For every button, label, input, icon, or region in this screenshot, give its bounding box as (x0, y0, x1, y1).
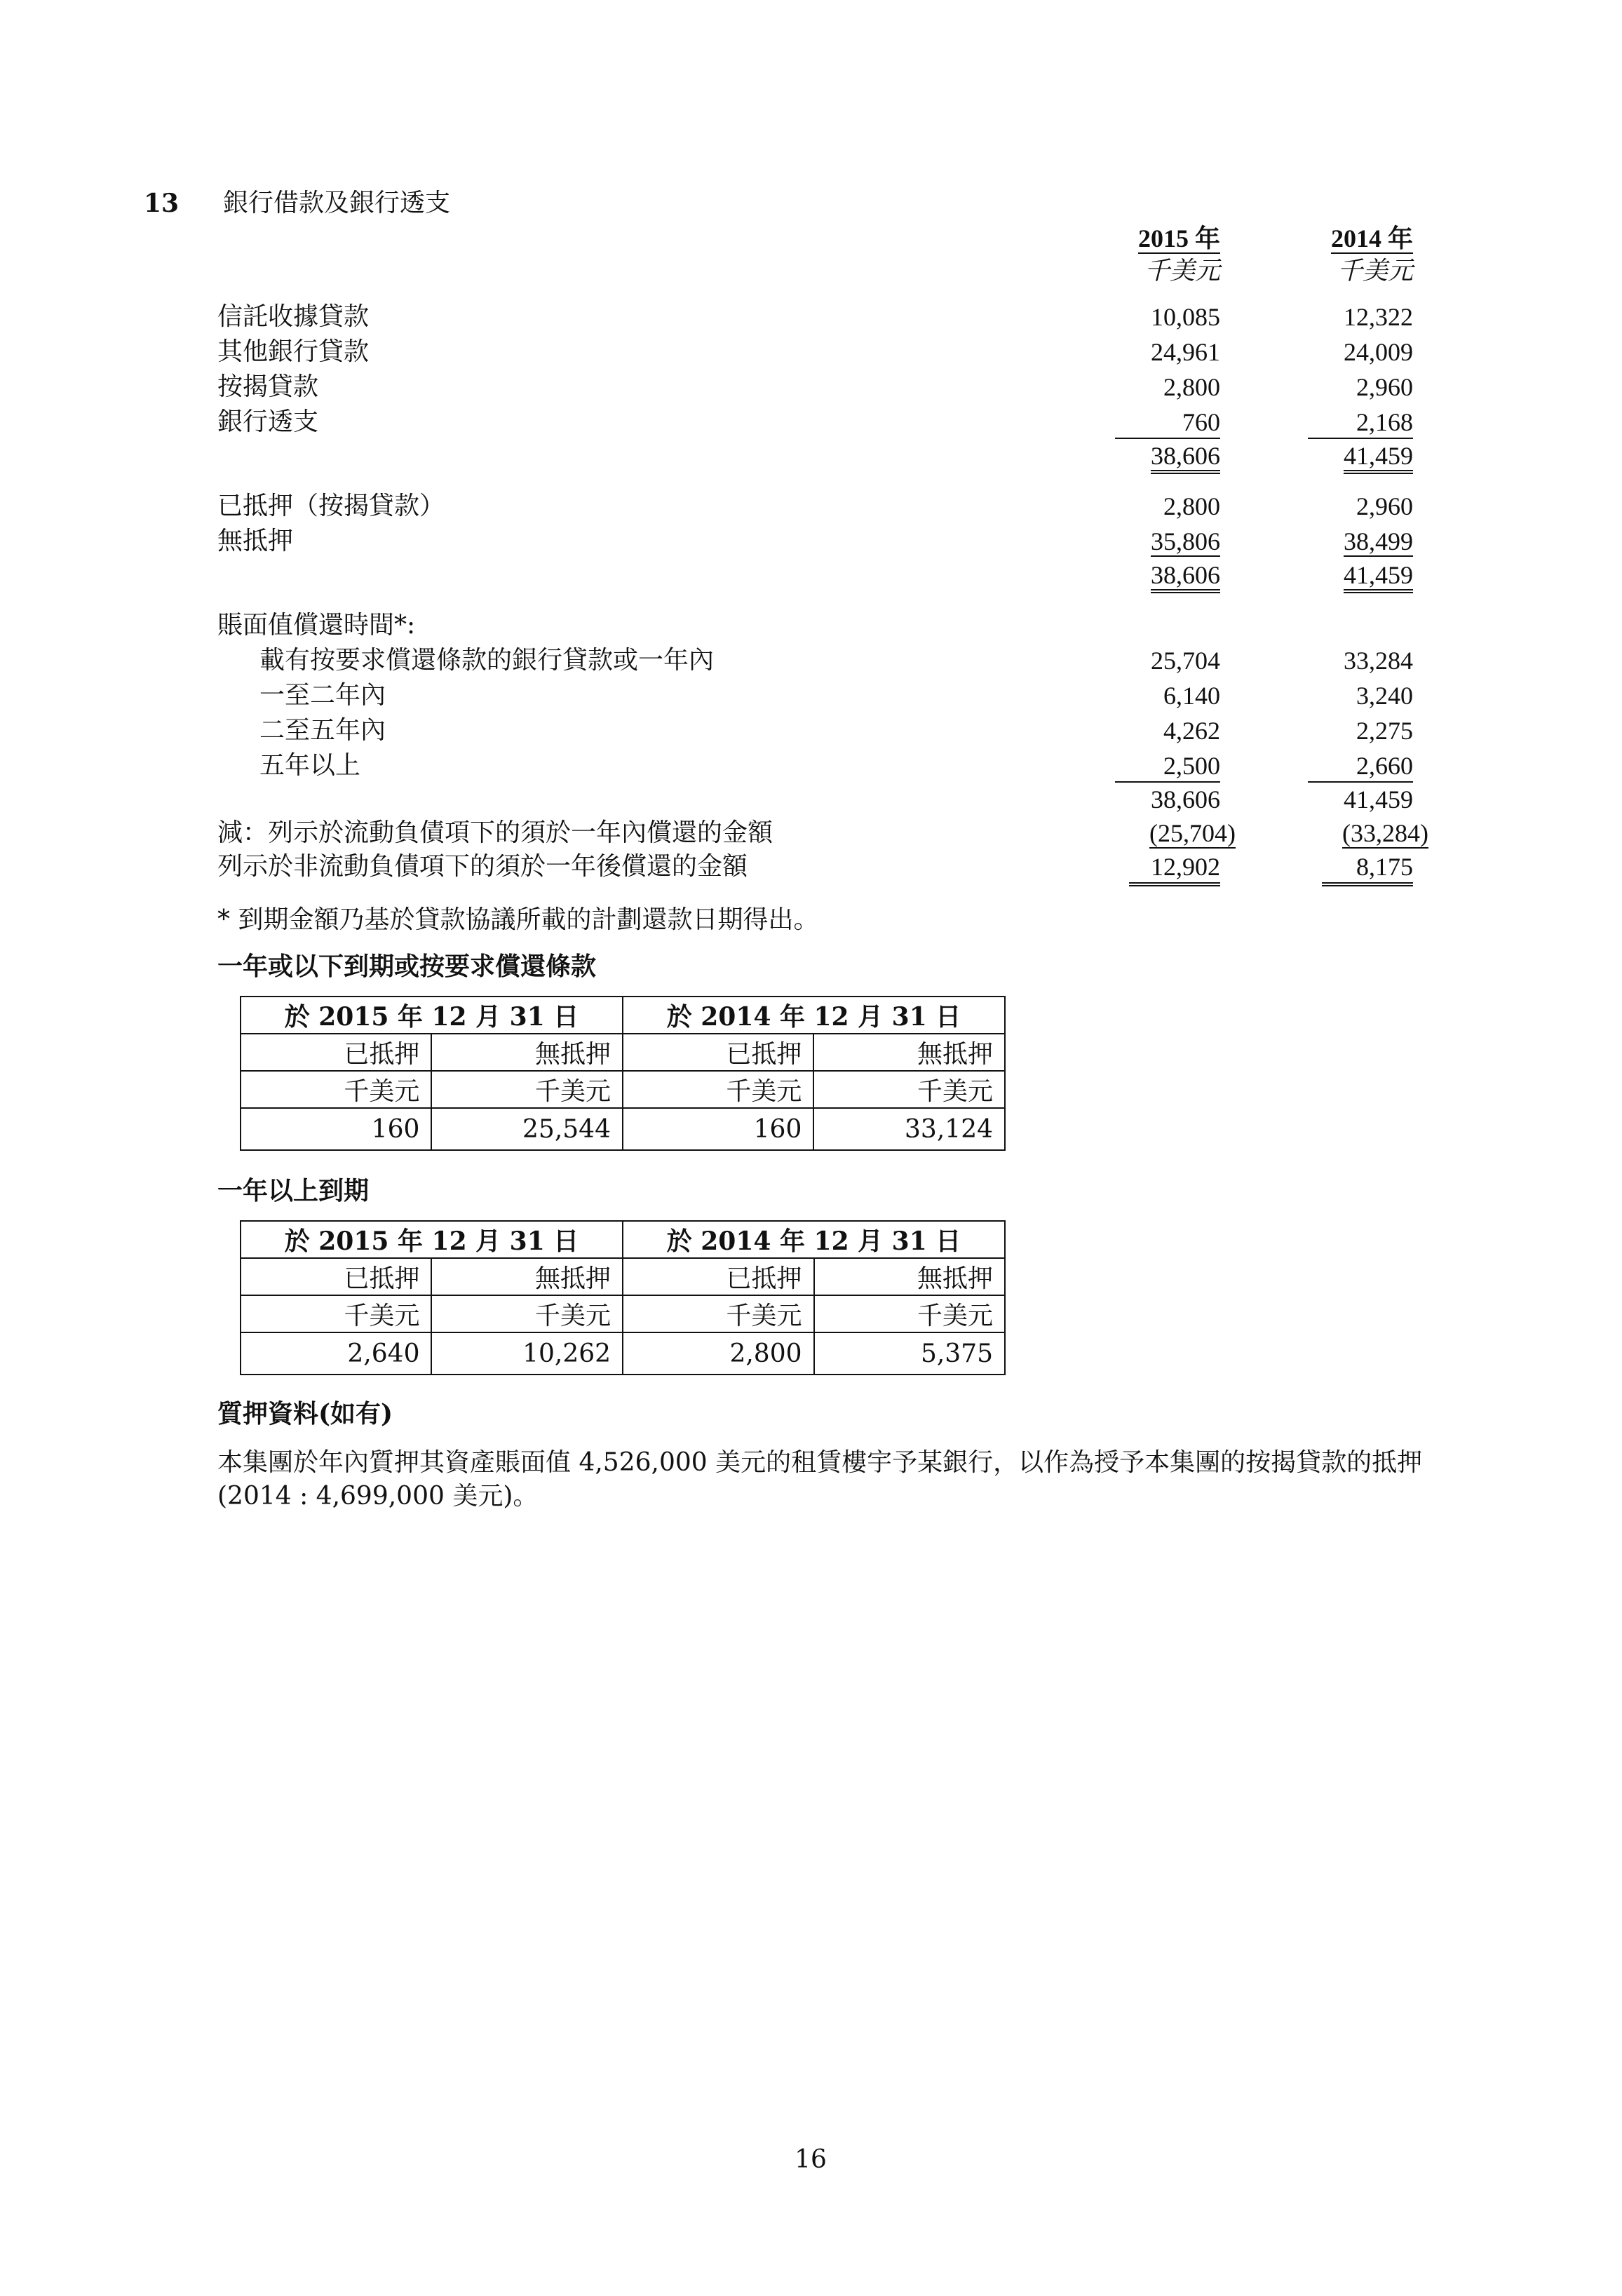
total-2014: 41,459 (1245, 560, 1413, 590)
less-current-2014: (33,284) (1342, 819, 1428, 847)
row-label: 按揭貸款 (217, 372, 319, 401)
table1-value: 33,124 (813, 1108, 1005, 1150)
repayment-value-2014: 2,660 (1245, 750, 1413, 783)
repayment-value-2015: 6,140 (1163, 682, 1220, 710)
repayment-label: 二至五年內 (259, 716, 386, 745)
row-value-2015: 24,961 (1151, 338, 1220, 366)
table2-date-2015: 於 2015 年 12 月 31 日 (241, 1221, 623, 1258)
row-value-2014: 12,322 (1344, 303, 1413, 331)
pledge-text-line1: 本集團於年內質押其資產賬面值 4,526,000 美元的租賃樓宇予某銀行，以作為授予本集團的按揭貸款的抵押 (217, 1448, 1423, 1477)
noncurrent-2015: 12,902 (1052, 851, 1220, 886)
section-number: 13 (144, 189, 180, 218)
row-label: 其他銀行貸款 (217, 337, 370, 366)
pledge-text-line2: (2014 : 4,699,000 美元)。 (217, 1482, 539, 1511)
table1-unit: 千美元 (623, 1071, 813, 1108)
secured-value-2015: 2,800 (1163, 492, 1220, 520)
repayment-value-2015: 2,500 (1052, 750, 1220, 783)
repayment-value-2015: 4,262 (1163, 717, 1220, 745)
table2-value: 10,262 (431, 1332, 623, 1375)
row-label: 信託收據貸款 (217, 302, 370, 331)
table1-value: 160 (623, 1108, 813, 1150)
total-2015: 38,606 (1052, 440, 1220, 471)
col-unit-2015: 千美元 (1144, 257, 1220, 285)
repayment-value-2014: 33,284 (1344, 647, 1413, 675)
table2-subheader: 無抵押 (814, 1258, 1006, 1295)
table2-unit: 千美元 (241, 1295, 431, 1332)
less-current-2015: (25,704) (1149, 819, 1236, 847)
total-2015: 38,606 (1052, 560, 1220, 590)
secured-label: 已抵押（按揭貸款） (217, 492, 445, 520)
table1-heading: 一年或以下到期或按要求償還條款 (217, 952, 597, 981)
table1-subheader: 無抵押 (431, 1034, 623, 1071)
col-unit-2014: 千美元 (1337, 257, 1413, 285)
row-value-2015: 2,800 (1163, 373, 1220, 401)
table2-unit: 千美元 (431, 1295, 623, 1332)
table1-subheader: 已抵押 (623, 1034, 813, 1071)
col-header-2015: 2015 年 (1137, 224, 1220, 252)
row-value-2014: 24,009 (1344, 338, 1413, 366)
secured-value-2014: 2,960 (1356, 492, 1413, 520)
table1-subheader: 無抵押 (813, 1034, 1005, 1071)
less-current-label: 減：列示於流動負債項下的須於一年內償還的金額 (217, 818, 773, 847)
table1-value: 160 (241, 1108, 431, 1150)
table1-date-2014: 於 2014 年 12 月 31 日 (623, 997, 1005, 1034)
table1-value: 25,544 (431, 1108, 623, 1150)
repayment-value-2015: 25,704 (1151, 647, 1220, 675)
pledge-heading: 質押資料(如有) (217, 1399, 393, 1429)
table2-value: 2,640 (241, 1332, 431, 1375)
repayment-total-2014: 41,459 (1344, 785, 1413, 813)
page-number: 16 (795, 2145, 827, 2174)
col-header-2014: 2014 年 (1330, 224, 1413, 252)
repayment-label: 載有按要求償還條款的銀行貸款或一年內 (259, 646, 715, 675)
row-value-2015: 10,085 (1151, 303, 1220, 331)
total-2014: 41,459 (1245, 440, 1413, 471)
repayment-heading: 賬面值償還時間*: (217, 611, 416, 640)
repayment-total-2015: 38,606 (1151, 785, 1220, 813)
table1-date-2015: 於 2015 年 12 月 31 日 (241, 997, 623, 1034)
table-over-one-year (240, 1220, 1006, 1375)
repayment-value-2014: 3,240 (1356, 682, 1413, 710)
unsecured-value-2015: 35,806 (1151, 527, 1220, 555)
footnote: * 到期金額乃基於貸款協議所載的計劃還款日期得出。 (217, 905, 819, 934)
repayment-label: 五年以上 (259, 751, 361, 780)
table2-value: 5,375 (814, 1332, 1006, 1375)
section-title: 銀行借款及銀行透支 (223, 189, 451, 217)
table-within-one-year (240, 996, 1006, 1151)
table2-heading: 一年以上到期 (217, 1176, 370, 1206)
noncurrent-label: 列示於非流動負債項下的須於一年後償還的金額 (217, 852, 748, 881)
row-value-2014: 2,960 (1356, 373, 1413, 401)
unsecured-value-2014: 38,499 (1344, 527, 1413, 555)
table2-subheader: 已抵押 (623, 1258, 813, 1295)
table1-subheader: 已抵押 (241, 1034, 431, 1071)
unsecured-label: 無抵押 (217, 527, 294, 555)
row-value-2015: 760 (1052, 407, 1220, 439)
table2-subheader: 已抵押 (241, 1258, 431, 1295)
repayment-value-2014: 2,275 (1356, 717, 1413, 745)
table2-unit: 千美元 (814, 1295, 1006, 1332)
table1-unit: 千美元 (241, 1071, 431, 1108)
table2-value: 2,800 (623, 1332, 813, 1375)
table2-unit: 千美元 (623, 1295, 813, 1332)
row-value-2014: 2,168 (1245, 407, 1413, 439)
repayment-label: 一至二年內 (259, 681, 386, 710)
table2-date-2014: 於 2014 年 12 月 31 日 (623, 1221, 1005, 1258)
table2-subheader: 無抵押 (431, 1258, 623, 1295)
row-label: 銀行透支 (217, 407, 319, 436)
table1-unit: 千美元 (813, 1071, 1005, 1108)
noncurrent-2014: 8,175 (1245, 851, 1413, 886)
table1-unit: 千美元 (431, 1071, 623, 1108)
